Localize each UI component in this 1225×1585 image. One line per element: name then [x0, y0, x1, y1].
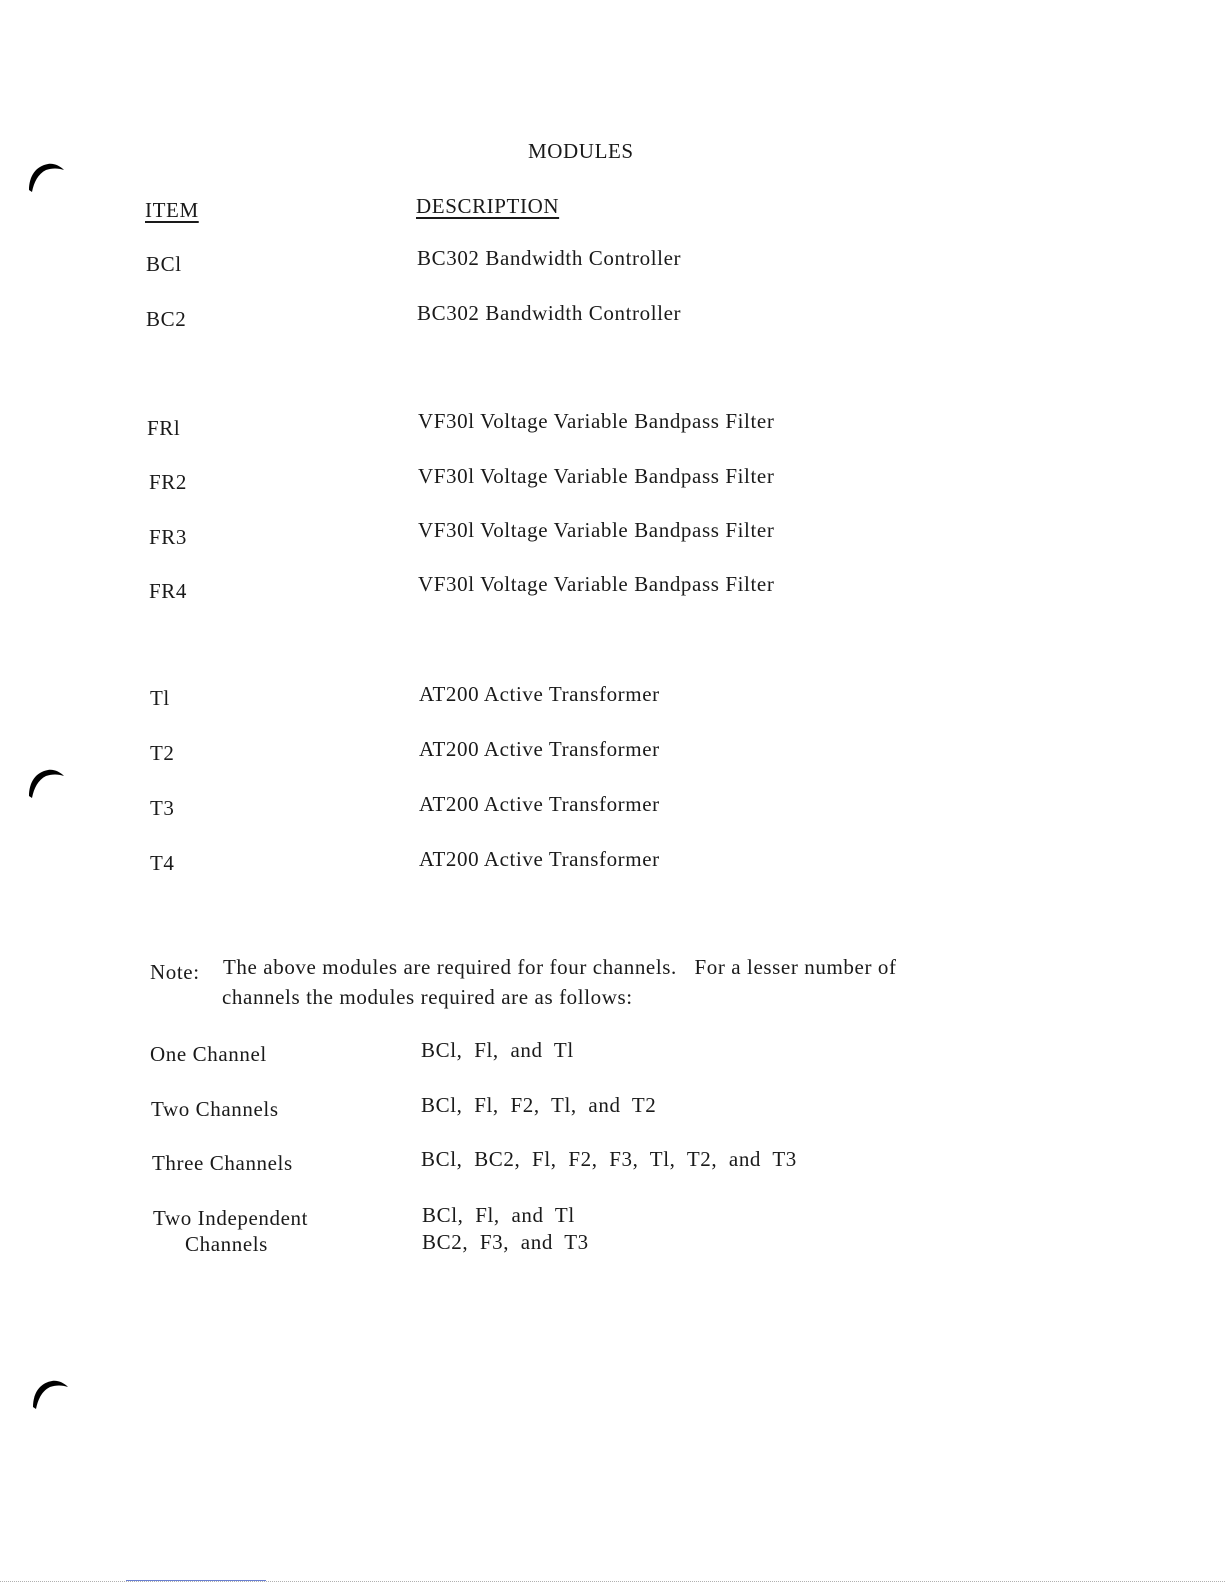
module-item: FR4 — [149, 579, 187, 603]
configuration-name: Three Channels — [152, 1151, 293, 1175]
configuration-modules: BCl, BC2, Fl, F2, F3, Tl, T2, and T3 — [421, 1147, 797, 1171]
module-description: BC302 Bandwidth Controller — [417, 246, 682, 270]
module-description: VF30l Voltage Variable Bandpass Filter — [418, 464, 775, 488]
module-item: Tl — [150, 686, 170, 710]
configuration-modules: BCl, Fl, and Tl — [421, 1038, 574, 1062]
punch-hole-mark-bottom — [30, 1373, 70, 1413]
configuration-name: Two Independent — [153, 1206, 309, 1230]
module-description: AT200 Active Transformer — [419, 792, 660, 816]
module-item: T4 — [150, 851, 175, 875]
configuration-name-continued: Channels — [185, 1232, 268, 1256]
scan-edge-mark — [126, 1580, 266, 1581]
module-description: AT200 Active Transformer — [419, 737, 660, 761]
punch-hole-mark-top — [26, 156, 66, 196]
configuration-modules-continued: BC2, F3, and T3 — [422, 1230, 589, 1254]
module-item: FR2 — [149, 470, 187, 494]
configuration-modules: BCl, Fl, F2, Tl, and T2 — [421, 1093, 657, 1117]
module-description: AT200 Active Transformer — [419, 682, 660, 706]
punch-hole-mark-middle — [26, 762, 66, 802]
module-description: BC302 Bandwidth Controller — [417, 301, 682, 325]
module-description: VF30l Voltage Variable Bandpass Filter — [418, 409, 775, 433]
module-item: FR3 — [149, 525, 187, 549]
module-description: AT200 Active Transformer — [419, 847, 660, 871]
module-description: VF30l Voltage Variable Bandpass Filter — [418, 572, 775, 596]
configuration-modules: BCl, Fl, and Tl — [422, 1203, 575, 1227]
note-text-line-1: The above modules are required for four channels. For a lesser number of — [223, 955, 897, 979]
module-item: BC2 — [146, 307, 187, 331]
page-title: MODULES — [528, 139, 634, 163]
module-item: T3 — [150, 796, 175, 820]
module-item: T2 — [150, 741, 175, 765]
note-label: Note: — [150, 960, 200, 984]
module-description: VF30l Voltage Variable Bandpass Filter — [418, 518, 775, 542]
item-column-header: ITEM — [145, 198, 199, 222]
description-column-header: DESCRIPTION — [416, 194, 560, 218]
module-item: BCl — [146, 252, 182, 276]
scan-edge-line — [0, 1581, 1225, 1582]
note-text-line-2: channels the modules required are as follows: — [222, 985, 633, 1009]
module-item: FRl — [147, 416, 181, 440]
configuration-name: One Channel — [150, 1042, 267, 1066]
configuration-name: Two Channels — [151, 1097, 279, 1121]
